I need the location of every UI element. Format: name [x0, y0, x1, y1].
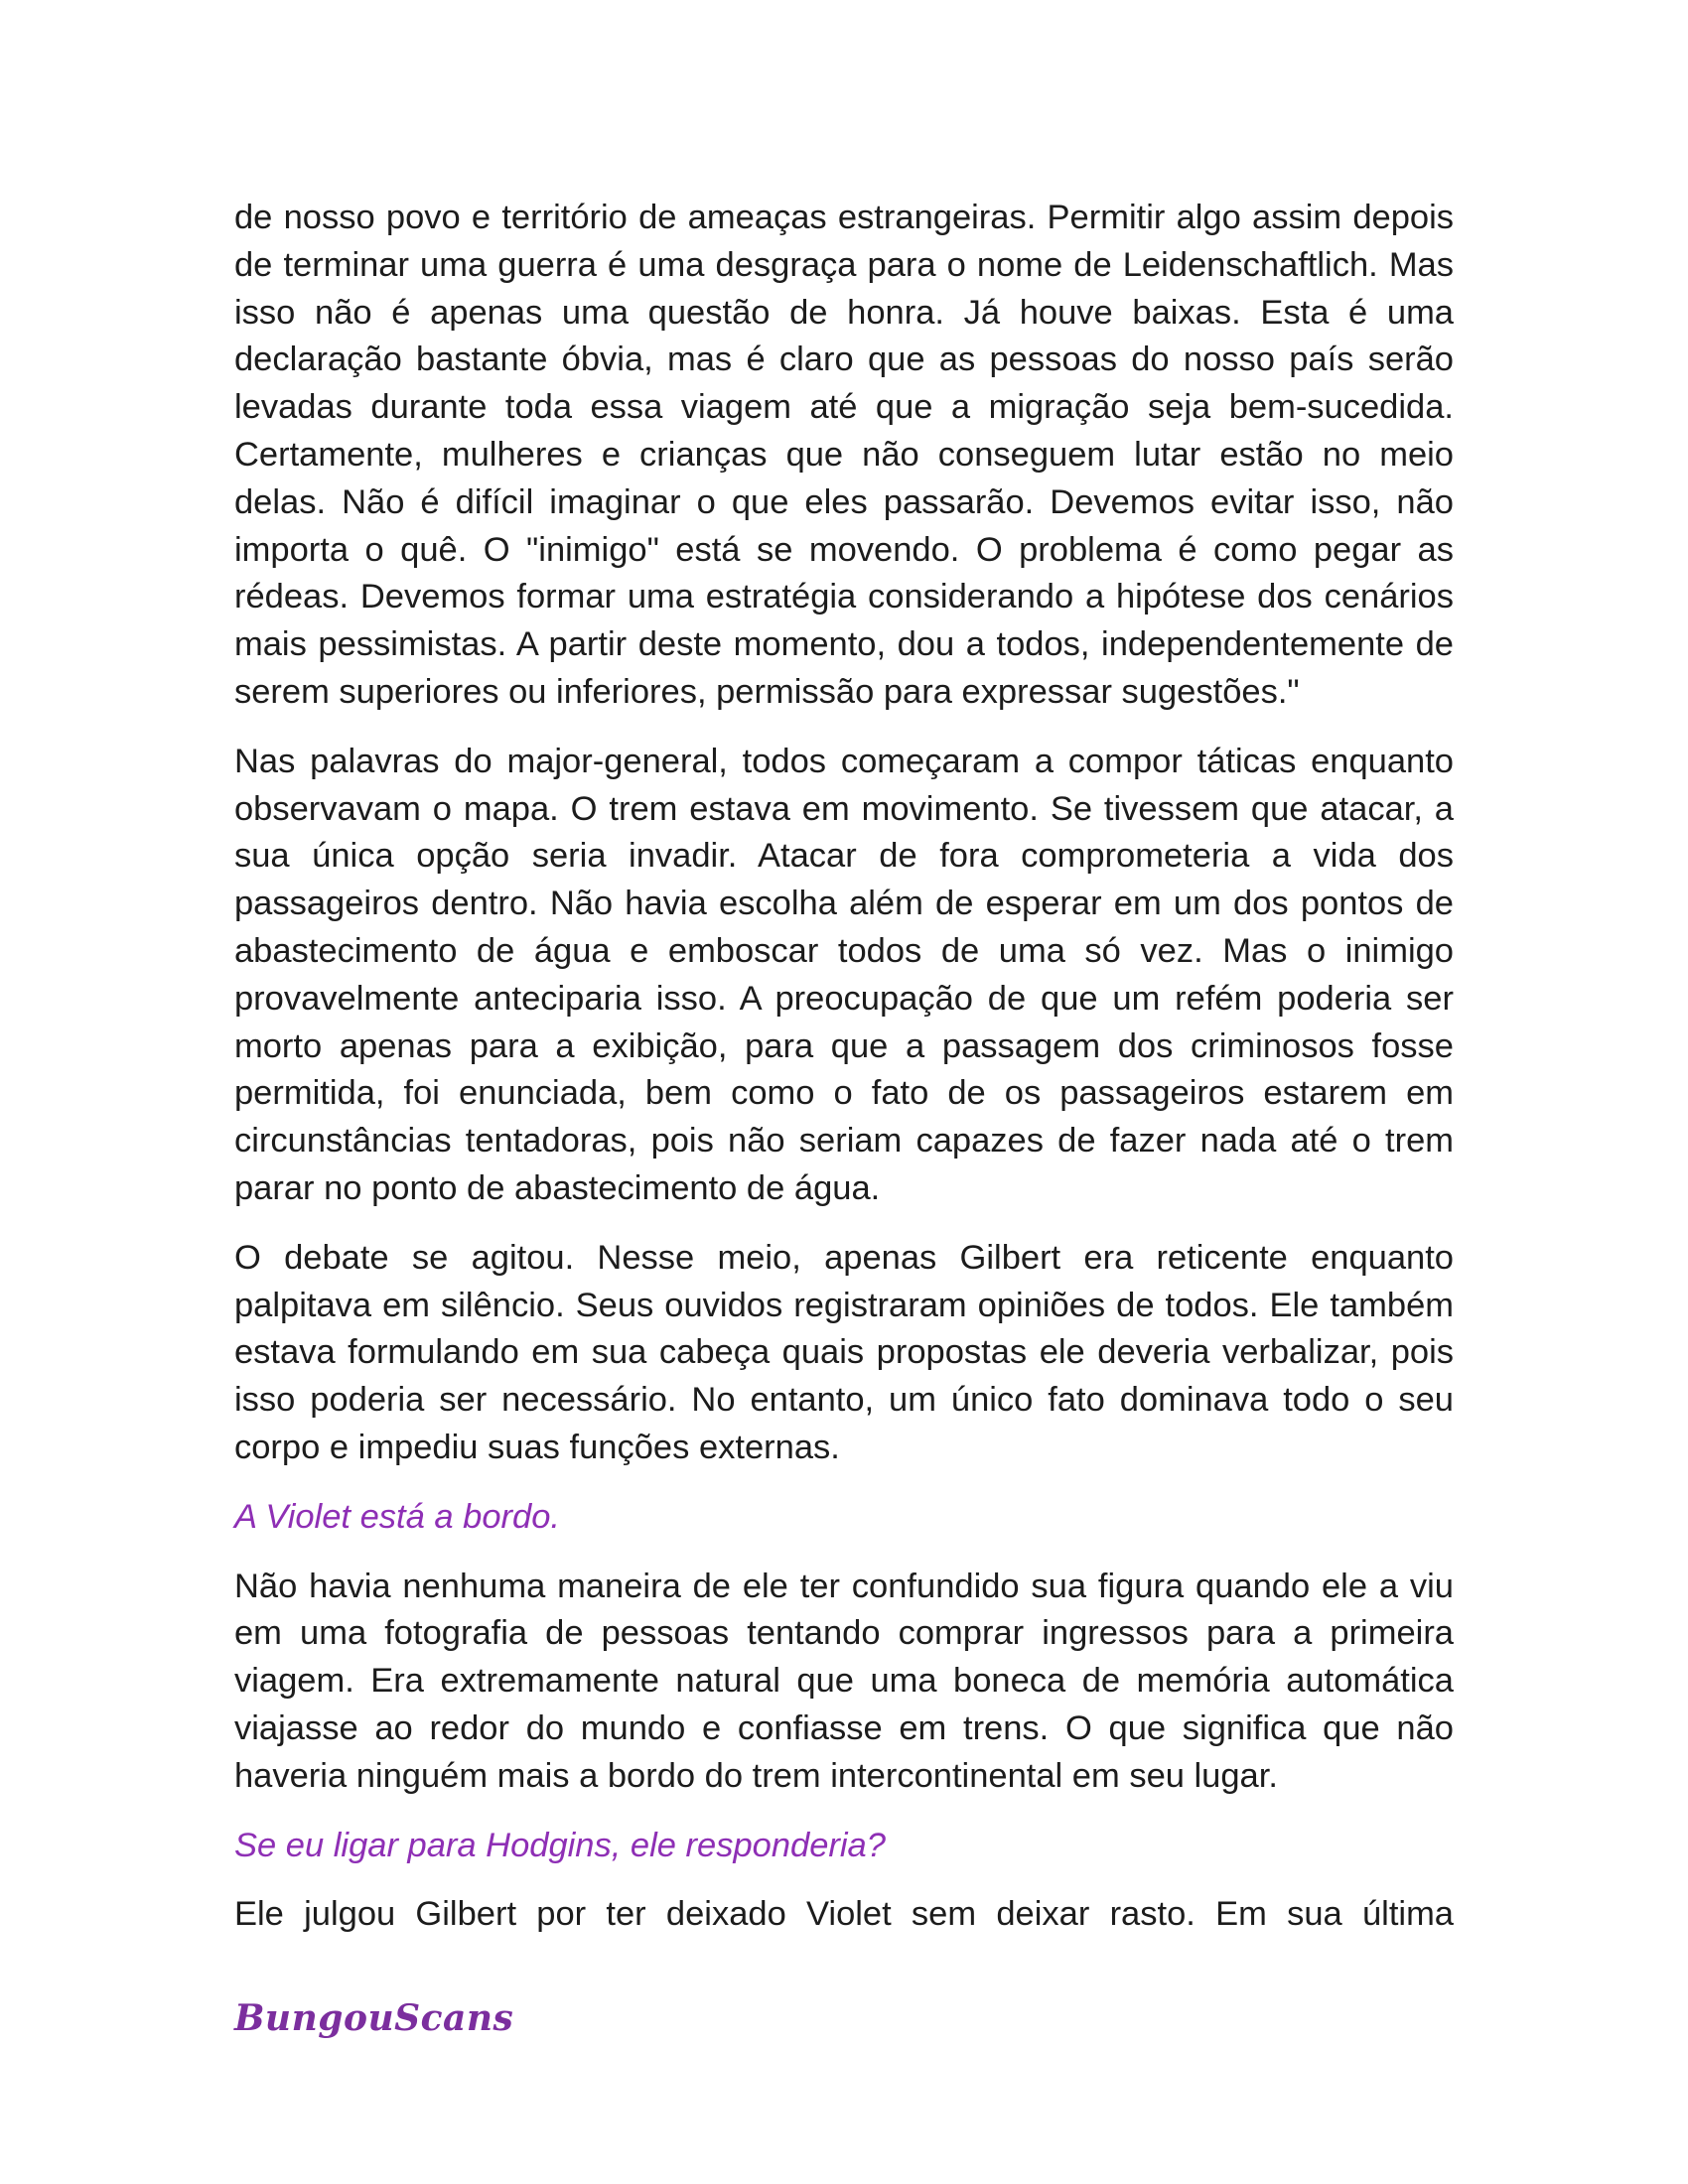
thought-hodgins: Se eu ligar para Hodgins, ele responderia?: [234, 1826, 886, 1864]
paragraph-debate: O debate se agitou. Nesse meio, apenas Gilbert era reticente enquanto palpitava em silêncio. Seus ouvidos registraram opiniões de todos. Ele também estava formulando em sua cabeça quais propostas ele deveria verbalizar, pois isso poderia ser necessário. No entanto, um único fato dominava todo o seu corpo e impediu suas funções externas.: [234, 1238, 1454, 1466]
thought-violet-on-board: A Violet está a bordo.: [234, 1497, 560, 1536]
scanlation-watermark: BungouScans: [234, 1997, 514, 2039]
document-page: [234, 195, 1454, 1939]
paragraph-leidenschaftlich-speech: de nosso povo e território de ameaças estrangeiras. Permitir algo assim depois de terminar uma guerra é uma desgraça para o nome de Leidenschaftlich. Mas isso não é apenas uma questão de honra. Já houve baixas. Esta é uma declaração bastante óbvia, mas é claro que as pessoas do nosso país serão levadas durante toda essa viagem até que a migração seja bem-sucedida. Certamente, mulheres e crianças que não conseguem lutar estão no meio delas. Não é difícil imaginar o que eles passarão. Devemos evitar isso, não importa o quê. O "inimigo" está se movendo. O problema é como pegar as rédeas. Devemos formar uma estratégia considerando a hipótese dos cenários mais pessimistas. A partir deste momento, dou a todos, independentemente de serem superiores ou inferiores, permissão para expressar sugestões.": [234, 199, 1454, 711]
paragraph-photograph: Não havia nenhuma maneira de ele ter confundido sua figura quando ele a viu em uma fotografia de pessoas tentando comprar ingressos para a primeira viagem. Era extremamente natural que uma boneca de memória automática viajasse ao redor do mundo e confiasse em trens. O que significa que não haveria ninguém mais a bordo do trem intercontinental em seu lugar.: [234, 1567, 1454, 1795]
paragraph-tactics: Nas palavras do major-general, todos começaram a compor táticas enquanto observavam o mapa. O trem estava em movimento. Se tivessem que atacar, a sua única opção seria invadir. Atacar de fora comprometeria a vida dos passageiros dentro. Não havia escolha além de esperar em um dos pontos de abastecimento de água e emboscar todos de uma só vez. Mas o inimigo provavelmente anteciparia isso. A preocupação de que um refém poderia ser morto apenas para a exibição, para que a passagem dos criminosos fosse permitida, foi enunciada, bem como o fato de os passageiros estarem em circunstâncias tentadoras, pois não seriam capazes de fazer nada até o trem parar no ponto de abastecimento de água.: [234, 742, 1454, 1207]
paragraph-last-line: Ele julgou Gilbert por ter deixado Violet sem deixar rasto. Em sua última: [234, 1895, 1454, 1934]
